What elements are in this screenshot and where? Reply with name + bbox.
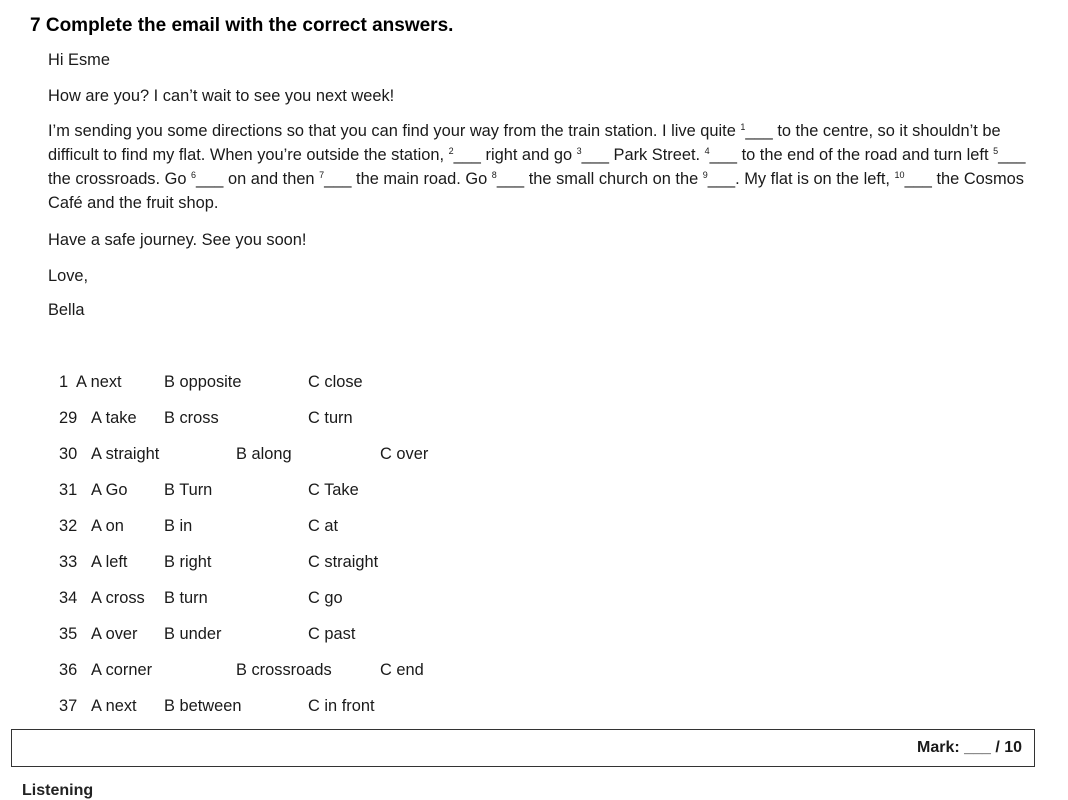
option-number: 33: [59, 553, 78, 571]
body-text: the main road. Go: [351, 170, 492, 188]
option-b: B in: [164, 517, 193, 535]
body-text: the small church on the: [524, 170, 703, 188]
email-signoff: Love,: [48, 267, 89, 285]
option-a: A cross: [91, 589, 145, 607]
gap-blank: ___: [904, 170, 932, 188]
body-text: to the end of the road and turn left: [737, 146, 994, 164]
gap-number: 10: [894, 170, 905, 180]
option-number: 37: [59, 697, 78, 715]
option-b: B along: [236, 445, 292, 463]
option-a: A on: [91, 517, 124, 535]
exercise-title: 7 Complete the email with the correct answers.: [30, 15, 454, 36]
option-a: A straight: [91, 445, 160, 463]
option-c: C straight: [308, 553, 379, 571]
option-b: B turn: [164, 589, 208, 607]
gap-number: 3: [576, 146, 582, 156]
gap-number: 6: [191, 170, 197, 180]
option-a: A over: [91, 625, 138, 643]
email-body: [48, 119, 1038, 215]
gap-blank: ___: [196, 170, 224, 188]
option-b: B crossroads: [236, 661, 332, 679]
option-a: A corner: [91, 661, 153, 679]
next-section-text: Listening: [22, 782, 94, 799]
option-a: A take: [91, 409, 137, 427]
email-opening: How are you? I can’t wait to see you next week!: [48, 87, 395, 105]
option-number: 29: [59, 409, 78, 427]
option-c: C at: [308, 517, 339, 535]
email-sender-name: Bella: [48, 301, 85, 319]
option-c: C end: [380, 661, 424, 679]
option-b: B opposite: [164, 373, 242, 391]
gap-number: 8: [491, 170, 497, 180]
gap-number: 7: [319, 170, 325, 180]
body-text: right and go: [480, 146, 577, 164]
gap-blank: ___: [998, 146, 1026, 164]
body-text: on and then: [223, 170, 320, 188]
body-text: . My flat is on the left,: [735, 170, 895, 188]
option-b: B Turn: [164, 481, 213, 499]
gap-number: 1: [740, 122, 746, 132]
option-c: C in front: [308, 697, 375, 715]
body-text: I’m sending you some directions so that you can find your way from the train station. I live quite: [48, 122, 741, 140]
gap-blank: ___: [707, 170, 736, 188]
option-number: 36: [59, 661, 78, 679]
option-a: A left: [91, 553, 128, 571]
option-c: C over: [380, 445, 429, 463]
gap-number: 4: [704, 146, 710, 156]
option-a: A Go: [91, 481, 128, 499]
gap-number: 5: [993, 146, 999, 156]
body-text: to the centre, so it shouldn’t be difficult to find my flat. When you’re outside the station,: [48, 122, 1001, 164]
gap-number: 9: [702, 170, 708, 180]
option-a: A next: [76, 373, 122, 391]
option-number: 31: [59, 481, 78, 499]
option-c: C past: [308, 625, 356, 643]
option-b: B right: [164, 553, 212, 571]
email-greeting: Hi Esme: [48, 51, 110, 69]
option-c: C turn: [308, 409, 353, 427]
gap-number: 2: [448, 146, 454, 156]
gap-blank: ___: [453, 146, 481, 164]
option-b: B under: [164, 625, 222, 643]
option-c: C Take: [308, 481, 359, 499]
gap-blank: ___: [709, 146, 738, 164]
mark-box: [11, 729, 1035, 767]
option-number: 34: [59, 589, 78, 607]
body-text: the Cosmos Café and the fruit shop.: [48, 170, 1024, 212]
email-closing: Have a safe journey. See you soon!: [48, 231, 307, 249]
option-b: B between: [164, 697, 242, 715]
option-a: A next: [91, 697, 137, 715]
option-c: C close: [308, 373, 363, 391]
mark-score: Mark: ___ / 10: [917, 739, 1022, 756]
gap-blank: ___: [745, 122, 773, 140]
body-text: Park Street.: [609, 146, 705, 164]
option-number: 1: [59, 373, 69, 391]
option-number: 32: [59, 517, 78, 535]
option-number: 30: [59, 445, 78, 463]
option-number: 35: [59, 625, 78, 643]
gap-blank: ___: [496, 170, 525, 188]
option-b: B cross: [164, 409, 219, 427]
next-section-heading: [22, 782, 132, 799]
body-text: the crossroads. Go: [48, 170, 192, 188]
gap-blank: ___: [581, 146, 609, 164]
gap-blank: ___: [324, 170, 352, 188]
option-c: C go: [308, 589, 343, 607]
